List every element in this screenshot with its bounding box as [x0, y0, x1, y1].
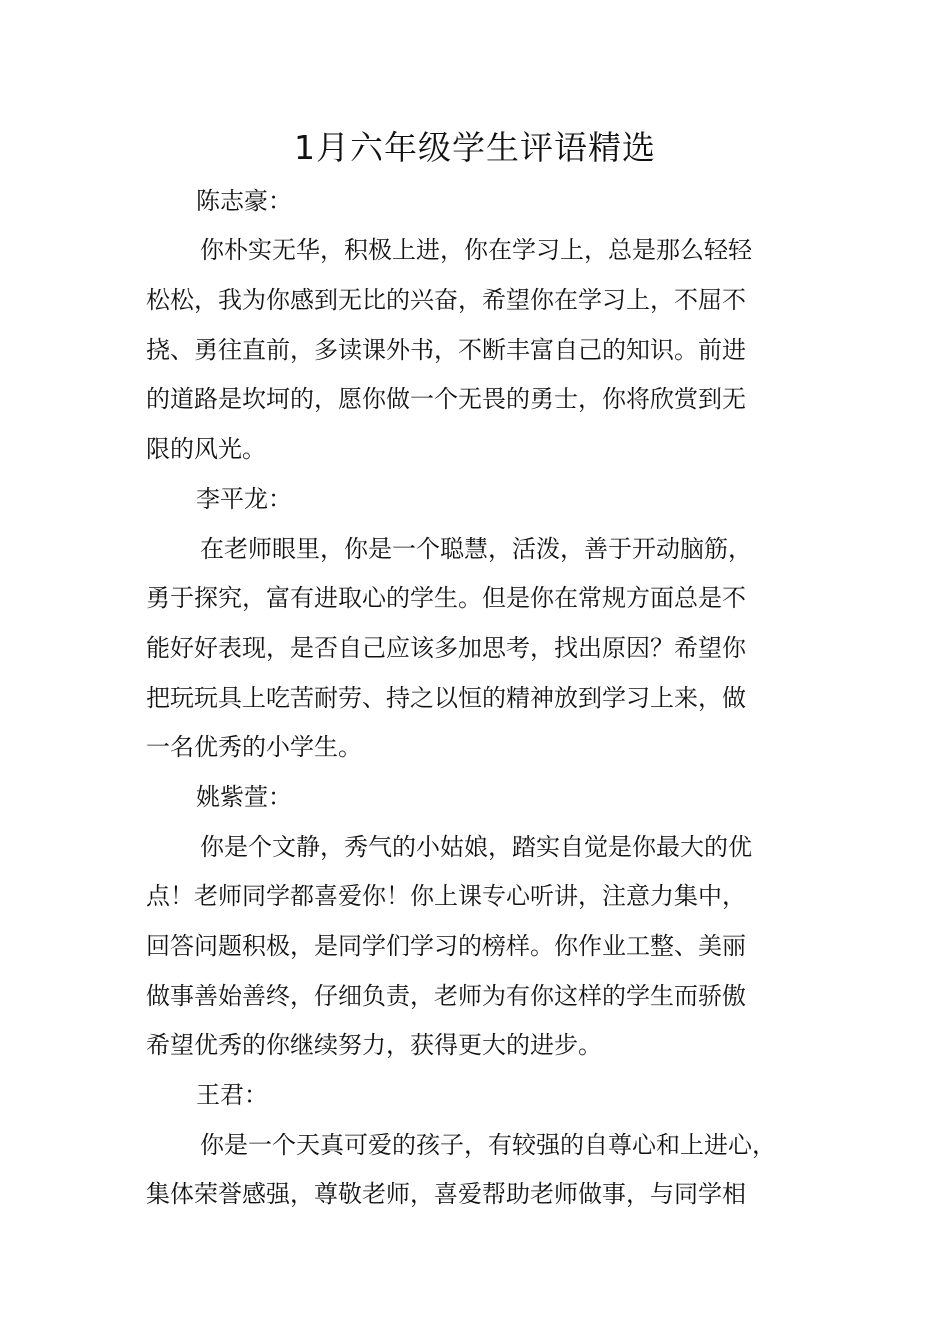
comment-line: 把玩玩具上吃苦耐劳、持之以恒的精神放到学习上来，做	[146, 684, 746, 712]
comment-line: 勇于探究，富有进取心的学生。但是你在常规方面总是不	[146, 584, 746, 612]
student-name: 李平龙：	[196, 485, 292, 513]
document-title: 1月六年级学生评语精选	[294, 128, 656, 167]
comment-line: 回答问题积极，是同学们学习的榜样。你作业工整、美丽	[146, 932, 746, 960]
student-name: 姚紫萱：	[196, 783, 292, 811]
comment-line: 你朴实无华，积极上进，你在学习上，总是那么轻轻	[200, 236, 752, 264]
student-name: 陈志豪：	[196, 187, 292, 215]
comment-line: 的道路是坎坷的，愿你做一个无畏的勇士，你将欣赏到无	[146, 385, 746, 413]
comment-line: 松松，我为你感到无比的兴奋，希望你在学习上，不屈不	[146, 286, 746, 314]
comment-line: 你是个文静，秀气的小姑娘，踏实自觉是你最大的优	[200, 833, 752, 861]
comment-line: 做事善始善终，仔细负责，老师为有你这样的学生而骄傲	[146, 982, 746, 1010]
comment-line: 在老师眼里，你是一个聪慧，活泼，善于开动脑筋，	[200, 535, 752, 563]
comment-line: 一名优秀的小学生。	[146, 733, 362, 761]
comment-line: 你是一个天真可爱的孩子，有较强的自尊心和上进心，	[200, 1131, 776, 1159]
comment-line: 限的风光。	[146, 435, 266, 463]
comment-line: 点！老师同学都喜爱你！你上课专心听讲，注意力集中，	[146, 882, 746, 910]
comment-line: 挠、勇往直前，多读课外书，不断丰富自己的知识。前进	[146, 336, 746, 364]
comment-line: 能好好表现，是否自己应该多加思考，找出原因？希望你	[146, 634, 746, 662]
comment-line: 希望优秀的你继续努力，获得更大的进步。	[146, 1031, 602, 1059]
student-name: 王君：	[196, 1081, 268, 1109]
comment-line: 集体荣誉感强，尊敬老师，喜爱帮助老师做事，与同学相	[146, 1180, 746, 1208]
